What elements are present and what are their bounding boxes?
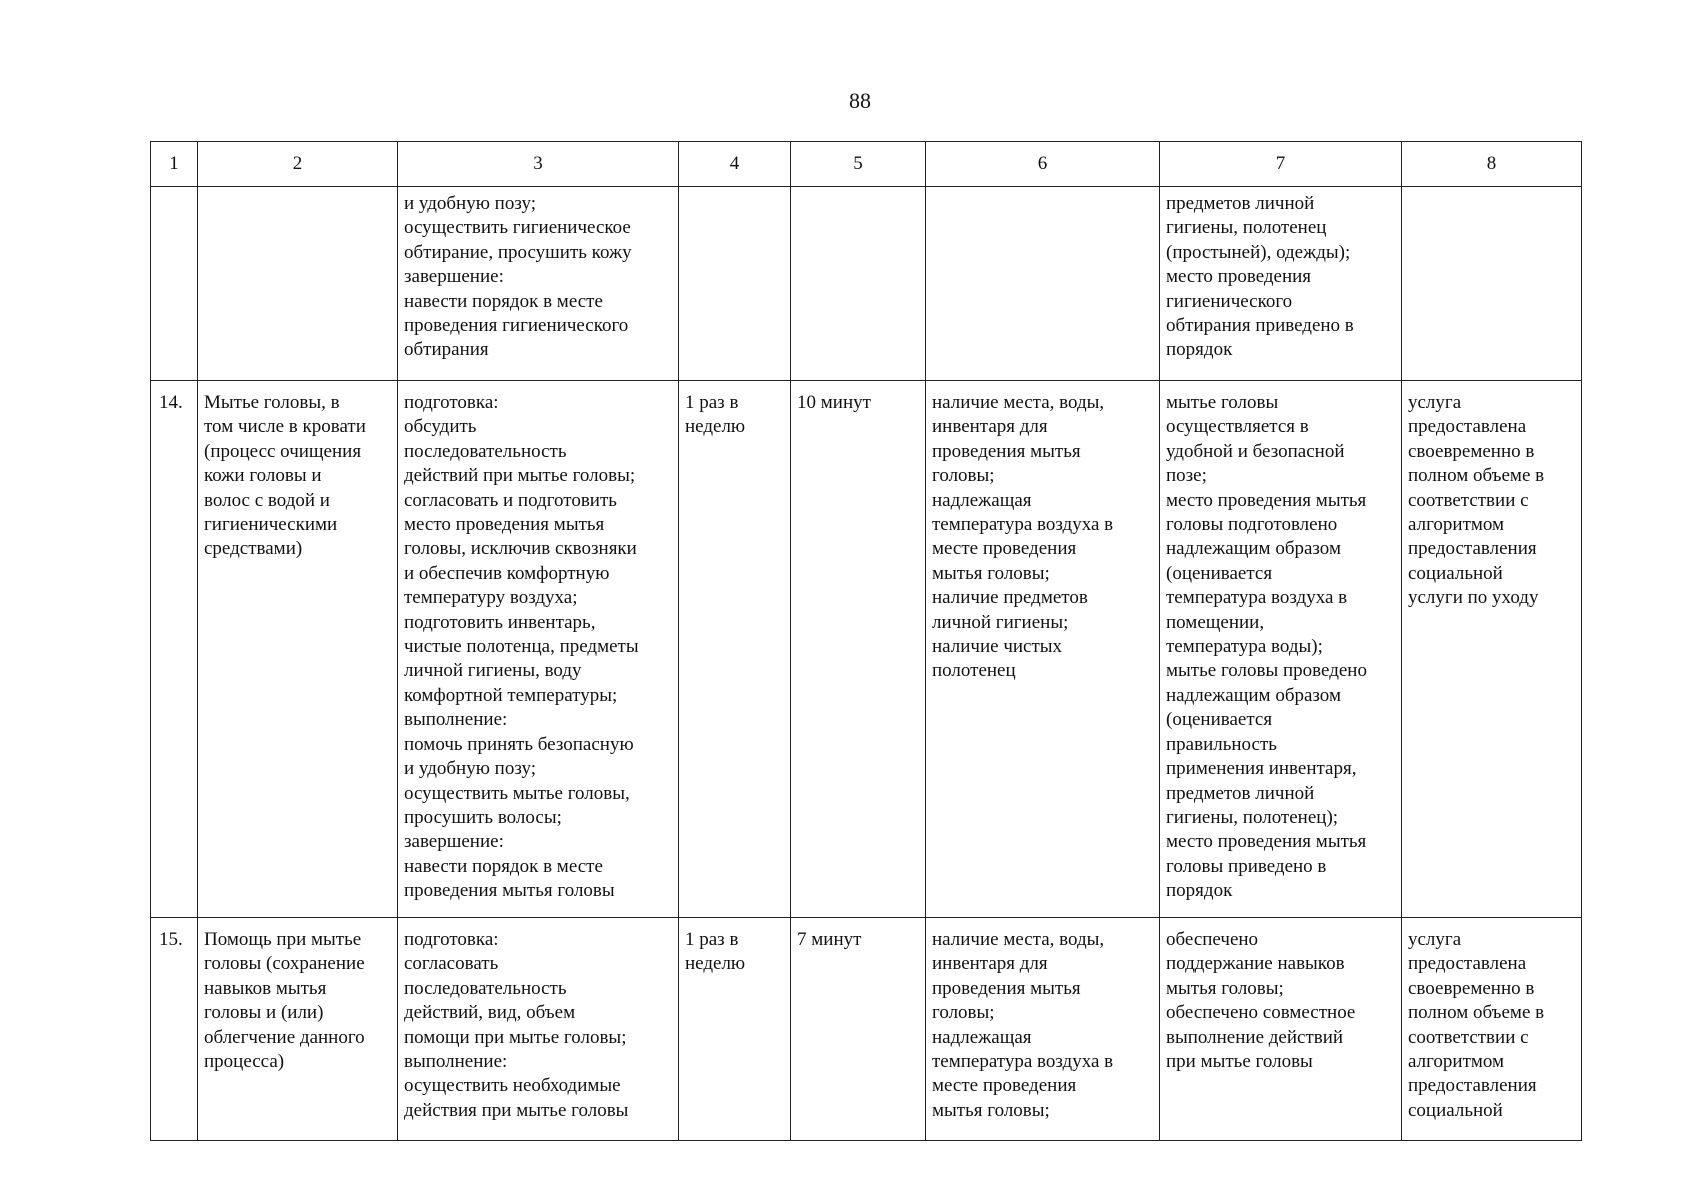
procedure-cell: [398, 381, 679, 918]
cell-line: подготовка:: [404, 392, 499, 413]
cell-line: мытья головы;: [1166, 977, 1284, 999]
cell-line: обтирания приведено в: [1166, 315, 1354, 337]
column-number-header: 7: [1160, 142, 1402, 187]
cell-line: надлежащим образом: [1166, 684, 1341, 706]
cell-line: обеспечено совместное: [1166, 1002, 1356, 1024]
cell-line: место проведения мытья: [1166, 831, 1367, 853]
cell-text: [685, 928, 785, 977]
cell-line: проведения мытья головы: [404, 880, 615, 902]
column-number-header: 6: [926, 142, 1160, 187]
procedure-cell: [398, 918, 679, 1141]
cell-line: мытья головы;: [932, 1099, 1050, 1121]
cell-line: помещении,: [1166, 611, 1265, 633]
cell-line: 1 раз в: [685, 392, 739, 413]
cell-line: наличие предметов: [932, 587, 1088, 609]
cell-text: [1408, 928, 1576, 1123]
cell-line: гигиеническими: [204, 514, 338, 536]
cell-line: личной гигиены;: [932, 611, 1069, 633]
cell-line: (оценивается: [1166, 709, 1273, 731]
table-row: [151, 918, 1582, 1141]
cell-line: (оценивается: [1166, 562, 1273, 584]
cell-line: месте проведения: [932, 538, 1077, 560]
cell-line: наличие чистых: [932, 636, 1063, 658]
cell-line: надлежащая: [932, 1026, 1032, 1048]
cell-line: своевременно в: [1408, 977, 1535, 999]
cell-line: удобной и безопасной: [1166, 440, 1345, 462]
cell-line: гигиены, полотенец: [1166, 217, 1327, 239]
cell-line: головы (сохранение: [204, 953, 365, 975]
cell-line: Мытье головы, в: [204, 392, 340, 413]
cell-line: инвентаря для: [932, 416, 1048, 438]
cell-line: осуществить гигиеническое: [404, 217, 631, 239]
cell-line: гигиены, полотенец);: [1166, 806, 1339, 828]
quality-indicators-cell: [1160, 187, 1402, 381]
cell-line: предметов личной: [1166, 193, 1315, 214]
cell-text: [204, 391, 392, 562]
cell-line: головы и (или): [204, 1002, 324, 1024]
conditions-cell: [926, 381, 1160, 918]
cell-line: услуга: [1408, 392, 1462, 413]
cell-line: выполнение действий: [1166, 1026, 1344, 1048]
cell-line: социальной: [1408, 1099, 1503, 1121]
cell-line: температура воздуха в: [932, 1051, 1114, 1073]
evaluation-cell: [1402, 187, 1582, 381]
quality-indicators-cell: [1160, 918, 1402, 1141]
cell-line: температуру воздуха;: [404, 587, 578, 609]
service-name-cell: [198, 918, 398, 1141]
service-name-cell: [198, 381, 398, 918]
cell-line: средствами): [204, 538, 303, 560]
duration-cell: [791, 381, 926, 918]
conditions-cell: [926, 187, 1160, 381]
cell-line: правильность: [1166, 733, 1277, 755]
frequency-cell: [679, 187, 791, 381]
cell-line: поддержание навыков: [1166, 953, 1345, 975]
cell-line: и удобную позу;: [404, 193, 536, 214]
cell-line: Помощь при мытье: [204, 929, 362, 950]
cell-line: навыков мытья: [204, 977, 327, 999]
cell-line: мытье головы проведено: [1166, 660, 1367, 682]
cell-line: порядок: [1166, 880, 1233, 902]
cell-text: [404, 928, 673, 1123]
row-number-cell: 14.: [151, 381, 198, 918]
cell-line: мытья головы;: [932, 562, 1050, 584]
quality-indicators-cell: [1160, 381, 1402, 918]
cell-line: надлежащим образом: [1166, 538, 1341, 560]
cell-line: головы;: [932, 465, 995, 487]
cell-line: подготовить инвентарь,: [404, 611, 596, 633]
cell-line: надлежащая: [932, 489, 1032, 511]
cell-line: инвентаря для: [932, 953, 1048, 975]
cell-line: согласовать: [404, 953, 499, 975]
cell-line: облегчение данного: [204, 1026, 365, 1048]
cell-line: головы приведено в: [1166, 855, 1327, 877]
cell-text: [932, 391, 1154, 684]
evaluation-cell: [1402, 381, 1582, 918]
cell-line: помощи при мытье головы;: [404, 1026, 627, 1048]
column-number-header: 1: [151, 142, 198, 187]
cell-line: полном объеме в: [1408, 1002, 1545, 1024]
cell-line: услуги по уходу: [1408, 587, 1539, 609]
cell-line: при мытье головы: [1166, 1051, 1313, 1073]
cell-line: место проведения мытья: [404, 514, 605, 536]
cell-line: действия при мытье головы: [404, 1099, 629, 1121]
cell-line: (процесс очищения: [204, 440, 362, 462]
cell-text: [404, 391, 673, 904]
cell-line: комфортной температуры;: [404, 684, 618, 706]
cell-line: социальной: [1408, 562, 1503, 584]
cell-line: согласовать и подготовить: [404, 489, 617, 511]
cell-line: головы;: [932, 1002, 995, 1024]
cell-line: действий, вид, объем: [404, 1002, 576, 1024]
cell-line: соответствии с: [1408, 1026, 1529, 1048]
cell-text: [797, 391, 920, 415]
cell-text: [404, 192, 673, 363]
cell-line: услуга: [1408, 929, 1462, 950]
table-row: [151, 381, 1582, 918]
column-number-header: 4: [679, 142, 791, 187]
cell-line: 1 раз в: [685, 929, 739, 950]
cell-line: личной гигиены, воду: [404, 660, 582, 682]
column-number-header: 2: [198, 142, 398, 187]
cell-line: своевременно в: [1408, 440, 1535, 462]
cell-text: [1408, 391, 1576, 611]
cell-line: проведения мытья: [932, 977, 1081, 999]
cell-line: волос с водой и: [204, 489, 330, 511]
cell-line: осуществляется в: [1166, 416, 1309, 438]
column-number-header: 8: [1402, 142, 1582, 187]
cell-line: и обеспечив комфортную: [404, 562, 610, 584]
cell-line: головы подготовлено: [1166, 514, 1338, 536]
cell-line: головы, исключив сквозняки: [404, 538, 637, 560]
page-number: 88: [849, 88, 871, 113]
cell-line: наличие места, воды,: [932, 392, 1105, 413]
cell-line: осуществить необходимые: [404, 1075, 621, 1097]
cell-line: обсудить: [404, 416, 477, 438]
cell-line: применения инвентаря,: [1166, 758, 1357, 780]
cell-line: и удобную позу;: [404, 758, 536, 780]
cell-line: месте проведения: [932, 1075, 1077, 1097]
column-number-header: 3: [398, 142, 679, 187]
cell-line: предоставлена: [1408, 953, 1527, 975]
evaluation-cell: [1402, 918, 1582, 1141]
cell-line: предоставления: [1408, 1075, 1537, 1097]
cell-line: предметов личной: [1166, 782, 1315, 804]
cell-line: просушить волосы;: [404, 806, 562, 828]
cell-line: гигиенического: [1166, 290, 1293, 312]
cell-line: полном объеме в: [1408, 465, 1545, 487]
cell-line: завершение:: [404, 831, 504, 853]
table-row: [151, 187, 1582, 381]
cell-text: [204, 928, 392, 1074]
cell-line: наличие места, воды,: [932, 929, 1105, 950]
row-number-cell: 15.: [151, 918, 198, 1141]
cell-line: алгоритмом: [1408, 1051, 1505, 1073]
cell-line: мытье головы: [1166, 392, 1279, 413]
cell-line: последовательность: [404, 977, 567, 999]
cell-line: завершение:: [404, 266, 504, 288]
cell-line: температура воздуха в: [932, 514, 1114, 536]
cell-line: том числе в кровати: [204, 416, 366, 438]
cell-line: обтирание, просушить кожу: [404, 241, 632, 263]
column-number-header-row: [151, 142, 1582, 187]
cell-line: кожи головы и: [204, 465, 322, 487]
cell-line: последовательность: [404, 440, 567, 462]
cell-text: [685, 391, 785, 440]
cell-line: выполнение:: [404, 1051, 508, 1073]
row-number-cell: [151, 187, 198, 381]
cell-line: 7 минут: [797, 929, 862, 950]
cell-text: [1166, 928, 1396, 1074]
services-table: [150, 141, 1582, 1141]
cell-line: действий при мытье головы;: [404, 465, 636, 487]
cell-line: порядок: [1166, 339, 1233, 361]
cell-line: место проведения мытья: [1166, 489, 1367, 511]
cell-line: помочь принять безопасную: [404, 733, 634, 755]
cell-text: [932, 928, 1154, 1123]
cell-line: выполнение:: [404, 709, 508, 731]
column-number-header: 5: [791, 142, 926, 187]
cell-line: предоставления: [1408, 538, 1537, 560]
duration-cell: [791, 187, 926, 381]
cell-line: навести порядок в месте: [404, 855, 603, 877]
cell-line: позе;: [1166, 465, 1207, 487]
cell-line: обтирания: [404, 339, 489, 361]
cell-line: место проведения: [1166, 266, 1312, 288]
duration-cell: [791, 918, 926, 1141]
procedure-cell: [398, 187, 679, 381]
cell-line: полотенец: [932, 660, 1016, 682]
cell-line: подготовка:: [404, 929, 499, 950]
cell-line: температура воздуха в: [1166, 587, 1348, 609]
cell-line: обеспечено: [1166, 929, 1259, 950]
cell-line: соответствии с: [1408, 489, 1529, 511]
frequency-cell: [679, 381, 791, 918]
cell-line: (простыней), одежды);: [1166, 241, 1351, 263]
conditions-cell: [926, 918, 1160, 1141]
cell-text: [797, 928, 920, 952]
cell-line: неделю: [685, 953, 746, 975]
cell-line: 10 минут: [797, 392, 871, 413]
frequency-cell: [679, 918, 791, 1141]
cell-line: осуществить мытье головы,: [404, 782, 630, 804]
cell-line: неделю: [685, 416, 746, 438]
cell-text: [1166, 192, 1396, 363]
cell-line: предоставлена: [1408, 416, 1527, 438]
service-name-cell: [198, 187, 398, 381]
cell-line: алгоритмом: [1408, 514, 1505, 536]
cell-line: процесса): [204, 1051, 285, 1073]
cell-text: [1166, 391, 1396, 904]
cell-line: проведения гигиенического: [404, 315, 629, 337]
cell-line: проведения мытья: [932, 440, 1081, 462]
cell-line: навести порядок в месте: [404, 290, 603, 312]
cell-line: температура воды);: [1166, 636, 1323, 658]
cell-line: чистые полотенца, предметы: [404, 636, 639, 658]
